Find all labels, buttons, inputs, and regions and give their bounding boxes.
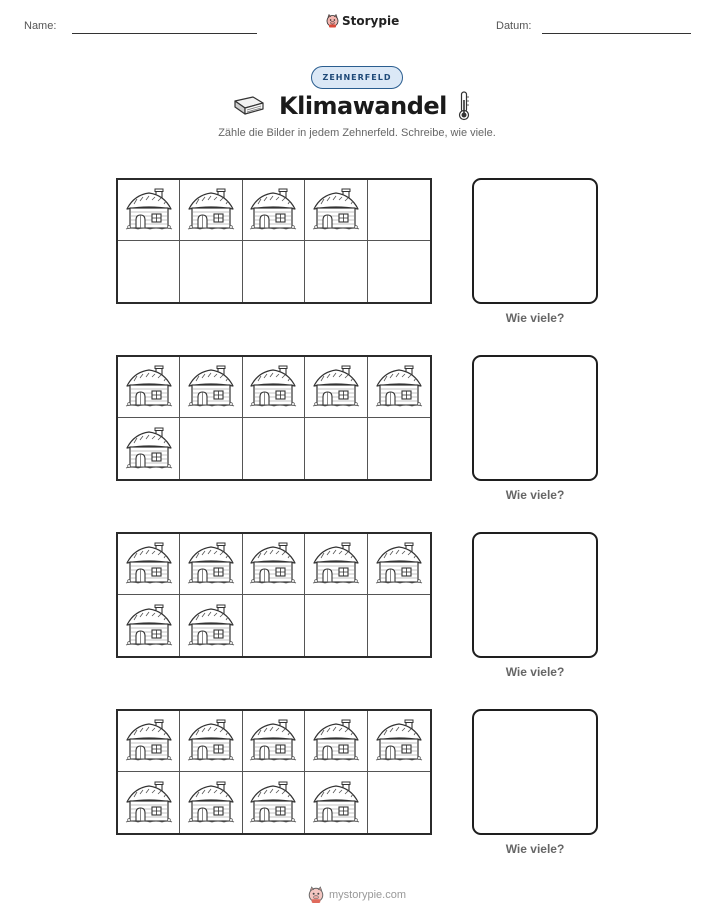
- cottage-icon: [311, 780, 361, 826]
- ten-frame-cell: [305, 357, 367, 418]
- ten-frame-cell: [243, 711, 305, 772]
- answer-label: Wie viele?: [505, 488, 565, 502]
- cottage-icon: [186, 718, 236, 764]
- cottage-icon: [124, 603, 174, 649]
- instructions: Zähle die Bilder in jedem Zehnerfeld. Schreibe, wie viele.: [218, 127, 496, 139]
- ten-frame-cell: [118, 595, 180, 656]
- ten-frame: [116, 178, 432, 304]
- ten-frame-cell: [368, 595, 430, 656]
- cottage-icon: [124, 364, 174, 410]
- cottage-icon: [374, 541, 424, 587]
- ten-frame-cell: [368, 534, 430, 595]
- cottage-icon: [248, 780, 298, 826]
- book-icon: [233, 95, 265, 117]
- ten-frame-cell: [180, 534, 242, 595]
- thermometer-icon: [457, 90, 471, 122]
- cottage-icon: [248, 187, 298, 233]
- brand-name: Storypie: [342, 14, 400, 28]
- ten-frame-cell: [368, 772, 430, 833]
- ten-frame: [116, 355, 432, 481]
- ten-frame-cell: [118, 241, 180, 302]
- cottage-icon: [186, 364, 236, 410]
- ten-frame-cell: [243, 241, 305, 302]
- ten-frame: [116, 532, 432, 658]
- cottage-icon: [248, 541, 298, 587]
- cottage-icon: [124, 541, 174, 587]
- ten-frame-cell: [243, 418, 305, 479]
- ten-frame-cell: [305, 241, 367, 302]
- ten-frame-cell: [118, 711, 180, 772]
- answer-box[interactable]: [472, 709, 598, 835]
- footer: [308, 886, 406, 904]
- topic-badge: ZEHNERFELD: [311, 66, 403, 89]
- ten-frame-cell: [368, 357, 430, 418]
- ten-frame-cell: [243, 534, 305, 595]
- ten-frame-cell: [118, 772, 180, 833]
- ten-frame-cell: [368, 180, 430, 241]
- ten-frame-cell: [118, 180, 180, 241]
- date-line[interactable]: [542, 33, 691, 34]
- ten-frame-cell: [180, 711, 242, 772]
- cottage-icon: [124, 780, 174, 826]
- ten-frame-cell: [368, 418, 430, 479]
- ten-frame-cell: [243, 772, 305, 833]
- ten-frame: [116, 709, 432, 835]
- name-line[interactable]: [72, 33, 257, 34]
- ten-frame-cell: [368, 711, 430, 772]
- pig-mascot-icon: [308, 886, 324, 904]
- ten-frame-cell: [305, 772, 367, 833]
- name-label: Name:: [24, 20, 57, 32]
- cottage-icon: [311, 718, 361, 764]
- ten-frame-cell: [118, 418, 180, 479]
- ten-frame-cell: [180, 418, 242, 479]
- ten-frame-cell: [305, 534, 367, 595]
- cottage-icon: [186, 541, 236, 587]
- cottage-icon: [311, 187, 361, 233]
- cottage-icon: [124, 187, 174, 233]
- cottage-icon: [186, 603, 236, 649]
- footer-url[interactable]: mystorypie.com: [329, 889, 407, 901]
- answer-label: Wie viele?: [505, 311, 565, 325]
- cottage-icon: [311, 364, 361, 410]
- cottage-icon: [248, 718, 298, 764]
- cottage-icon: [186, 780, 236, 826]
- ten-frame-cell: [305, 711, 367, 772]
- ten-frame-cell: [118, 534, 180, 595]
- ten-frame-cell: [243, 180, 305, 241]
- brand-logo: [326, 14, 399, 28]
- ten-frame-cell: [180, 772, 242, 833]
- ten-frame-cell: [118, 357, 180, 418]
- ten-frame-cell: [305, 418, 367, 479]
- cottage-icon: [124, 426, 174, 472]
- ten-frame-cell: [180, 180, 242, 241]
- answer-label: Wie viele?: [505, 665, 565, 679]
- cottage-icon: [248, 364, 298, 410]
- cottage-icon: [374, 718, 424, 764]
- cottage-icon: [124, 718, 174, 764]
- answer-box[interactable]: [472, 178, 598, 304]
- ten-frame-cell: [305, 180, 367, 241]
- ten-frame-cell: [180, 357, 242, 418]
- pig-mascot-icon: [326, 14, 339, 28]
- ten-frame-cell: [243, 595, 305, 656]
- page-title: Klimawandel: [279, 92, 447, 120]
- answer-label: Wie viele?: [505, 842, 565, 856]
- answer-box[interactable]: [472, 355, 598, 481]
- date-label: Datum:: [496, 20, 532, 32]
- cottage-icon: [374, 364, 424, 410]
- ten-frame-cell: [368, 241, 430, 302]
- ten-frame-cell: [305, 595, 367, 656]
- cottage-icon: [186, 187, 236, 233]
- cottage-icon: [311, 541, 361, 587]
- ten-frame-cell: [243, 357, 305, 418]
- answer-box[interactable]: [472, 532, 598, 658]
- ten-frame-cell: [180, 595, 242, 656]
- ten-frame-cell: [180, 241, 242, 302]
